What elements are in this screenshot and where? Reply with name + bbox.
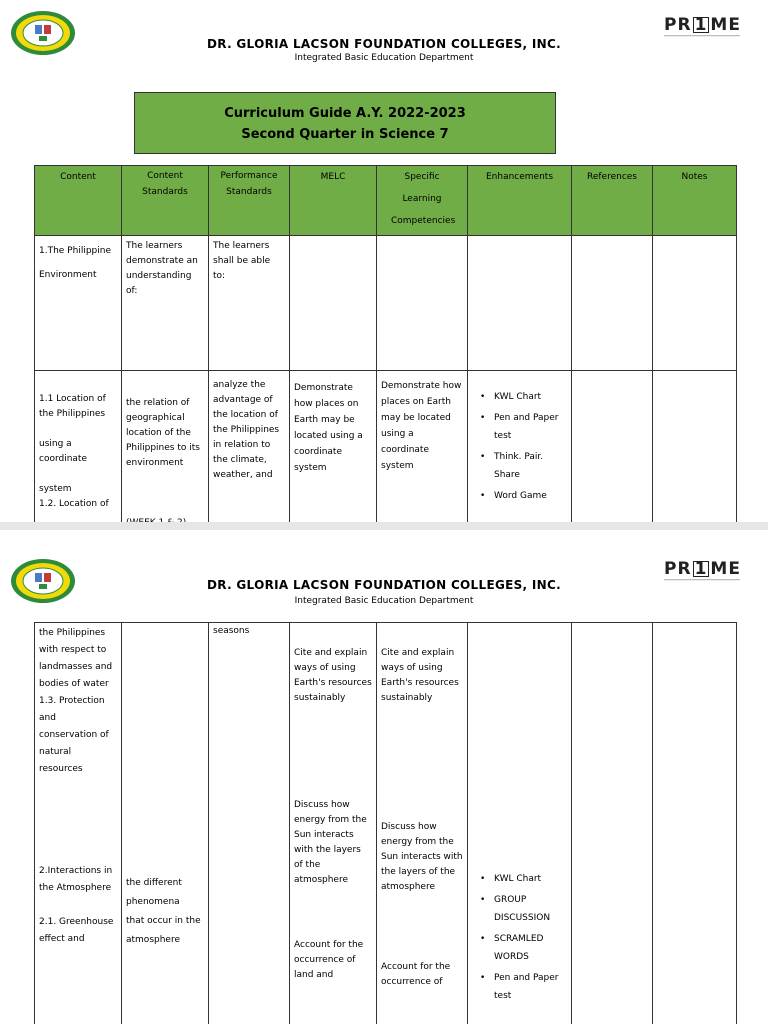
slc-cell [377,236,468,371]
curriculum-table-page-2 [34,622,737,1024]
list-item: • Word Game [472,487,567,505]
department-name: Integrated Basic Education Department [294,53,474,63]
school-name: DR. GLORIA LACSON FOUNDATION COLLEGES, INC. [207,37,561,51]
performance-standards-cell: The learners shall be able to: [209,236,290,371]
melc-cell [290,236,377,371]
content-cell: the Philippines with respect to landmasses and bodies of water 1.3. Protection and conservation of natural resources 2.Interactions in the Atmosphere 2.1. Greenhouse effect and [35,623,122,1024]
column-header: Notes [653,166,737,236]
references-cell [572,236,653,371]
table-header-row [35,166,737,236]
prime-logo: PR 1 ME ━━━━━━━━━━━━━━━━━━━━━━━━━━━━━━━━━━━━━━━━━━ [664,560,760,590]
melc-cell: Demonstrate how places on Earth may be located using a coordinate system [290,371,377,535]
prime-tagline-icon: ━━━━━━━━━━━━━━━━━━━━━━━━━━━━━━━━━━━━━━━━━━ [664,578,740,582]
title-line-2: Second Quarter in Science 7 [241,127,449,142]
references-cell [572,371,653,535]
list-item: • Pen and Paper test [472,969,567,1005]
performance-standards-cell: seasons [209,623,290,1024]
references-cell [572,623,653,1024]
slc-cell: Demonstrate how places on Earth may be located using a coordinate system [377,371,468,535]
melc-cell: Cite and explain ways of using Earth's resources sustainably Discuss how energy from the Sun interacts with the layers of the atmosphere Account for the occurrence of land and [290,623,377,1024]
table-row [35,371,737,535]
notes-cell [653,623,737,1024]
school-name: DR. GLORIA LACSON FOUNDATION COLLEGES, INC. [207,578,561,592]
prime-logo: PR 1 ME ━━━━━━━━━━━━━━━━━━━━━━━━━━━━━━━━━━━━━━━━━━ [664,16,760,46]
list-item: • GROUP DISCUSSION [472,891,567,927]
column-header: Content Standards [122,166,209,236]
column-header: Content [35,166,122,236]
slc-cell: Cite and explain ways of using Earth's resources sustainably Discuss how energy from the Sun interacts with the layers of the atmosphere Account for the occurrence of [377,623,468,1024]
list-item: • KWL Chart [472,388,567,406]
list-item: • Think. Pair. Share [472,448,567,484]
column-header: Performance Standards [209,166,290,236]
title-box [134,92,556,154]
enhancements-cell [468,236,572,371]
table-row [35,623,737,1024]
column-header: Specific Learning Competencies [377,166,468,236]
enhancements-cell [468,371,572,535]
content-cell: 1.The Philippine Environment [35,236,122,371]
prime-tagline-icon: ━━━━━━━━━━━━━━━━━━━━━━━━━━━━━━━━━━━━━━━━━━ [664,34,740,38]
department-name: Integrated Basic Education Department [294,596,474,606]
table-row [35,236,737,371]
content-standards-cell: the different phenomena that occur in the atmosphere [122,623,209,1024]
list-item: • Pen and Paper test [472,409,567,445]
list-item: • SCRAMLED WORDS [472,930,567,966]
curriculum-table-page-1 [34,165,737,535]
column-header: Enhancements [468,166,572,236]
column-header: References [572,166,653,236]
notes-cell [653,371,737,535]
notes-cell [653,236,737,371]
title-line-1: Curriculum Guide A.Y. 2022-2023 [224,106,466,121]
page-2 [0,530,768,1024]
content-standards-cell: the relation of geographical location of the Philippines to its environment [122,371,209,535]
content-standards-cell: The learners demonstrate an understanding of: [122,236,209,371]
content-cell: 1.1 Location of the Philippines using a coordinate system 1.2. Location of [35,371,122,535]
list-item: • KWL Chart [472,870,567,888]
enhancements-cell [468,623,572,1024]
column-header: MELC [290,166,377,236]
performance-standards-cell: analyze the advantage of the location of the Philippines in relation to the climate, weather, and [209,371,290,535]
